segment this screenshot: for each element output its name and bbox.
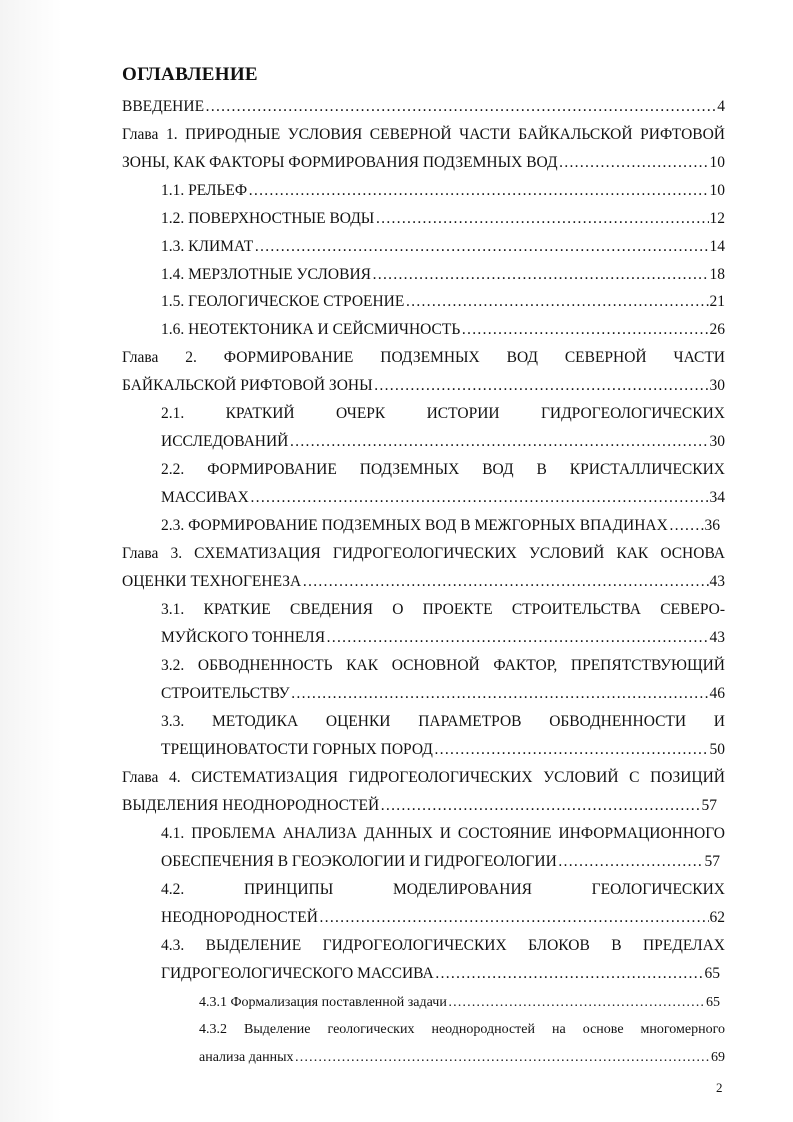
toc-entry-intro[interactable]: ВВЕДЕНИЕ ………………………………………………………………………………………………………………………………………………………………………………………………………… 4	[122, 96, 725, 118]
toc-entry-4-2[interactable]: 4.2. ПРИНЦИПЫ МОДЕЛИРОВАНИЯ ГЕОЛОГИЧЕСКИХ	[161, 881, 725, 898]
toc-entry-chapter-3-cont[interactable]: ОЦЕНКИ ТЕХНОГЕНЕЗА ………………………………………………………………………………………………………………………………………………………………………………………………………… 43	[122, 571, 725, 593]
toc-entry-1-1[interactable]: 1.1. РЕЛЬЕФ ………………………………………………………………………………………………………………………………………………………………………………………………………… 10	[161, 180, 725, 202]
toc-entry-4-3[interactable]: 4.3. ВЫДЕЛЕНИЕ ГИДРОГЕОЛОГИЧЕСКИХ БЛОКОВ В ПРЕДЕЛАХ	[161, 937, 725, 954]
toc-entry-4-3-1[interactable]: 4.3.1 Формализация поставленной задачи ………………………………………………………………………………………………………………………………………………………………………………………………………… 65	[199, 992, 720, 1014]
toc-entry-1-3[interactable]: 1.3. КЛИМАТ ………………………………………………………………………………………………………………………………………………………………………………………………………… 14	[161, 236, 725, 258]
toc-entry-4-2-cont[interactable]: НЕОДНОРОДНОСТЕЙ ………………………………………………………………………………………………………………………………………………………………………………………………………… 62	[161, 907, 725, 929]
toc-entry-4-1[interactable]: 4.1. ПРОБЛЕМА АНАЛИЗА ДАННЫХ И СОСТОЯНИЕ ИНФОРМАЦИОННОГО	[161, 825, 725, 842]
toc-entry-1-6[interactable]: 1.6. НЕОТЕКТОНИКА И СЕЙСМИЧНОСТЬ ………………………………………………………………………………………………………………………………………………………………………………………………………… 26	[161, 319, 725, 341]
toc-entry-2-3[interactable]: 2.3. ФОРМИРОВАНИЕ ПОДЗЕМНЫХ ВОД В МЕЖГОРНЫХ ВПАДИНАХ ………………………………………………………………………………………………………………………………………………………………………………………………………… 36	[161, 515, 720, 537]
toc-entry-2-2[interactable]: 2.2. ФОРМИРОВАНИЕ ПОДЗЕМНЫХ ВОД В КРИСТАЛЛИЧЕСКИХ	[161, 461, 725, 478]
toc-entry-4-3-cont[interactable]: ГИДРОГЕОЛОГИЧЕСКОГО МАССИВА ………………………………………………………………………………………………………………………………………………………………………………………………………… 65	[161, 963, 720, 985]
toc-entry-1-4[interactable]: 1.4. МЕРЗЛОТНЫЕ УСЛОВИЯ ………………………………………………………………………………………………………………………………………………………………………………………………………… 18	[161, 264, 725, 286]
toc-entry-3-3[interactable]: 3.3. МЕТОДИКА ОЦЕНКИ ПАРАМЕТРОВ ОБВОДНЕННОСТИ И	[161, 713, 725, 730]
scan-margin	[0, 0, 62, 1122]
toc-entry-chapter-2-cont[interactable]: БАЙКАЛЬСКОЙ РИФТОВОЙ ЗОНЫ ………………………………………………………………………………………………………………………………………………………………………………………………………… 30	[122, 375, 725, 397]
toc-entry-3-2[interactable]: 3.2. ОБВОДНЕННОСТЬ КАК ОСНОВНОЙ ФАКТОР, ПРЕПЯТСТВУЮЩИЙ	[161, 657, 725, 674]
toc-entry-chapter-4-cont[interactable]: ВЫДЕЛЕНИЯ НЕОДНОРОДНОСТЕЙ ………………………………………………………………………………………………………………………………………………………………………………………………………… 57	[122, 795, 717, 817]
page-number: 2	[716, 1080, 723, 1095]
toc-entry-3-1[interactable]: 3.1. КРАТКИЕ СВЕДЕНИЯ О ПРОЕКТЕ СТРОИТЕЛЬСТВА СЕВЕРО-	[161, 601, 725, 618]
toc-entry-1-2[interactable]: 1.2. ПОВЕРХНОСТНЫЕ ВОДЫ ………………………………………………………………………………………………………………………………………………………………………………………………………… 12	[161, 208, 725, 230]
toc-entry-3-2-cont[interactable]: СТРОИТЕЛЬСТВУ ………………………………………………………………………………………………………………………………………………………………………………………………………… 46	[161, 683, 725, 705]
toc-entry-2-1[interactable]: 2.1. КРАТКИЙ ОЧЕРК ИСТОРИИ ГИДРОГЕОЛОГИЧЕСКИХ	[161, 405, 725, 422]
toc-entry-1-5[interactable]: 1.5. ГЕОЛОГИЧЕСКОЕ СТРОЕНИЕ ………………………………………………………………………………………………………………………………………………………………………………………………………… 21	[161, 291, 725, 313]
toc-entry-chapter-4[interactable]: Глава 4. СИСТЕМАТИЗАЦИЯ ГИДРОГЕОЛОГИЧЕСКИХ УСЛОВИЙ С ПОЗИЦИЙ	[122, 769, 725, 786]
toc-entry-2-1-cont[interactable]: ИССЛЕДОВАНИЙ ………………………………………………………………………………………………………………………………………………………………………………………………………… 30	[161, 431, 725, 453]
toc-entry-4-1-cont[interactable]: ОБЕСПЕЧЕНИЯ В ГЕОЭКОЛОГИИ И ГИДРОГЕОЛОГИИ ………………………………………………………………………………………………………………………………………………………………………………………………………… 57	[161, 851, 720, 873]
toc-entry-chapter-1-cont[interactable]: ЗОНЫ, КАК ФАКТОРЫ ФОРМИРОВАНИЯ ПОДЗЕМНЫХ ВОД ………………………………………………………………………………………………………………………………………………………………………………………………………… 10	[122, 152, 725, 174]
toc-entry-4-3-2-cont[interactable]: анализа данных ………………………………………………………………………………………………………………………………………………………………………………………………………… 69	[199, 1047, 725, 1069]
toc-entry-chapter-2[interactable]: Глава 2. ФОРМИРОВАНИЕ ПОДЗЕМНЫХ ВОД СЕВЕРНОЙ ЧАСТИ	[122, 349, 725, 366]
toc-entry-chapter-1[interactable]: Глава 1. ПРИРОДНЫЕ УСЛОВИЯ СЕВЕРНОЙ ЧАСТИ БАЙКАЛЬСКОЙ РИФТОВОЙ	[122, 126, 725, 143]
toc-heading: ОГЛАВЛЕНИЕ	[122, 64, 258, 85]
toc-entry-chapter-3[interactable]: Глава 3. СХЕМАТИЗАЦИЯ ГИДРОГЕОЛОГИЧЕСКИХ УСЛОВИЙ КАК ОСНОВА	[122, 545, 725, 562]
toc-entry-2-2-cont[interactable]: МАССИВАХ ………………………………………………………………………………………………………………………………………………………………………………………………………… 34	[161, 487, 725, 509]
toc-entry-3-1-cont[interactable]: МУЙСКОГО ТОННЕЛЯ ………………………………………………………………………………………………………………………………………………………………………………………………………… 43	[161, 627, 725, 649]
toc-entry-3-3-cont[interactable]: ТРЕЩИНОВАТОСТИ ГОРНЫХ ПОРОД ………………………………………………………………………………………………………………………………………………………………………………………………………… 50	[161, 739, 725, 761]
toc-entry-4-3-2[interactable]: 4.3.2 Выделение геологических неоднородностей на основе многомерного	[199, 1022, 725, 1037]
